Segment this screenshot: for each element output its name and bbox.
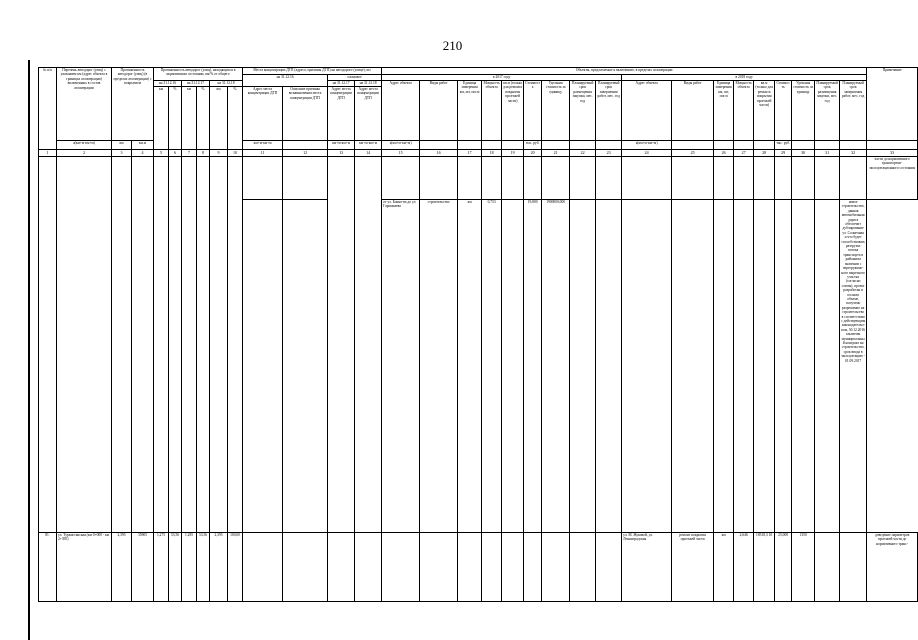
header-cell-obj-cost: Стоимость — [524, 81, 542, 141]
norm-2017-pct-cell: 53,56 — [197, 533, 210, 602]
header-cell-dtp: Места концентрации ДТП (адреса, причины ДТП) на автодороге (улице), шт — [243, 68, 382, 75]
header-cell-dtp-km-2017: км+м-км+м — [328, 141, 355, 150]
header-cell-len-km-m: км.м — [132, 141, 154, 150]
header-cell-length: Протяженность автодорог (улиц) (в пределах агломерации) с покрытием — [112, 68, 154, 141]
object-work-cell: строительство — [420, 200, 458, 533]
header-cell-dtp-km-2018: км+м-км+м — [355, 141, 382, 150]
header-cell-notes: Примечание — [867, 68, 918, 141]
header-cell-dtp-address-2018: Адрес места концентрации ДТП — [355, 87, 382, 141]
colnum: 14 — [355, 150, 382, 157]
object-sq-2018-cell: 18518,3 10 — [754, 533, 775, 602]
header-cell-obj-km-18: а(км+м-км+м) — [622, 141, 672, 150]
agglomeration-roads-table — [38, 67, 918, 602]
object-cost-cell: 19,800 — [524, 200, 542, 533]
table-row — [39, 157, 918, 200]
colnum: 32 — [840, 150, 867, 157]
header-cell-no: № п/п — [39, 68, 57, 150]
header-cell-obj-work: Виды работ — [420, 81, 458, 141]
colnum: 24 — [622, 150, 672, 157]
colnum: 10 — [228, 150, 243, 157]
header-cell-norm-2018: на 31.12.18 — [210, 81, 243, 87]
header-cell-cost-unit: тыс. руб. — [524, 141, 542, 150]
header-cell-norm-2017: на 31.12.17 — [182, 81, 210, 87]
colnum: 17 — [458, 150, 482, 157]
norm-2016-pct-cell: 53,56 — [169, 533, 182, 602]
colnum: 11 — [243, 150, 283, 157]
header-cell-cost-unit-18: тыс. руб. — [775, 141, 792, 150]
header-cell-pct-2016: % — [169, 87, 182, 150]
table-row — [39, 533, 918, 602]
object-unit-cost-cell: 1900000,000 — [542, 200, 570, 533]
note-cell: части до нормативного транспортно-эксплуатационного состояния — [867, 157, 918, 200]
header-cell-pct-2018: % — [228, 87, 243, 150]
colnum: 29 — [775, 150, 792, 157]
colnum: 2 — [57, 150, 112, 157]
header-cell-obj-unit-cost-18: Удельная стоимость за единицу — [792, 81, 815, 141]
colnum: 8 — [197, 150, 210, 157]
note-cell: доведение параметров проезжей части до нормативного транс- — [867, 533, 918, 602]
header-cell-len-km: км — [112, 141, 132, 150]
header-cell-obj-plan-done: Планируемый срок завершения работ, мес. год — [596, 81, 622, 141]
object-unit-cost-2018-cell: 1350 — [792, 533, 815, 602]
colnum: 7 — [182, 150, 197, 157]
colnum: 18 — [482, 150, 502, 157]
object-power-cell: 0,753 — [482, 200, 502, 533]
colnum: 23 — [596, 150, 622, 157]
colnum: 6 — [169, 150, 182, 157]
colnum: 33 — [867, 150, 918, 157]
header-cell-obj-plan-place: Планируемый срок размещения закупки, мес. год — [570, 81, 596, 141]
colnum: 21 — [542, 150, 570, 157]
norm-2018-km-cell: 2,395 — [210, 533, 228, 602]
row-number-cell: 81. — [39, 533, 57, 602]
object-address-2018-cell: ул. М. Жуковой, ул. Ленинградская — [622, 533, 672, 602]
header-cell-dtp-km: км+м-км+м — [243, 141, 283, 150]
header-cell-dtp-km-blank — [283, 141, 328, 150]
colnum: 30 — [792, 150, 815, 157]
column-numbers-row — [39, 150, 918, 157]
object-work-2018-cell: ремонт покрытия проезжей части — [672, 533, 714, 602]
header-cell-km-from-to: а(км+м-км+м) — [57, 141, 112, 150]
colnum: 25 — [672, 150, 714, 157]
colnum: 31 — [815, 150, 840, 157]
page-number: 210 — [442, 38, 463, 53]
colnum: 20 — [524, 150, 542, 157]
colnum: 4 — [132, 150, 154, 157]
colnum: 19 — [502, 150, 524, 157]
header-cell-obj-unit-18: Единица измерения км, шт, пог.м — [714, 81, 734, 141]
header-cell-obj-km: а(км+м-км+м) — [382, 141, 420, 150]
header-cell-dtp-cause: Описание причины возникновения места концентрации ДТП — [283, 87, 328, 141]
norm-2018-pct-cell: 100,00 — [228, 533, 243, 602]
header-cell-pct-2017: % — [197, 87, 210, 150]
colnum: 5 — [154, 150, 169, 157]
colnum: 3 — [112, 150, 132, 157]
object-power-2018-cell: 2,646 — [734, 533, 754, 602]
object-cost-2018-cell: 25,000 — [775, 533, 792, 602]
header-cell-km-2018: км — [210, 87, 228, 150]
header-cell-norm-2016: на 31.12.16 — [154, 81, 182, 87]
header-cell-road-list: Перечень автодорог (улиц) с указанием км (адрес объекта в границах агломерации) включенных в состав агломерации — [57, 68, 112, 141]
header-cell-obj-plan-done-18: Планируемый срок завершения работ, мес. год — [840, 81, 867, 141]
header-cell-obj-sq-18: кв.м (только для ремонта покрытия проезжей части) — [754, 81, 775, 141]
road-name-cell: ул. Туркистанская (км 0+000 - км 2+395) — [57, 533, 112, 602]
colnum: 9 — [210, 150, 228, 157]
header-cell-dtp-address: Адрес места концентрации ДТП — [243, 87, 283, 141]
header-cell-obj-address: Адрес объекта — [382, 81, 420, 141]
header-cell-objects: Объекты, предлагаемые к включению, в пределах агломерации — [382, 68, 867, 75]
norm-2017-km-cell: 1,285 — [182, 533, 197, 602]
header-cell-year-2018: в 2018 году — [622, 75, 867, 81]
length-km-m-cell: 35905 — [132, 533, 154, 602]
header-cell-dtp-2018: на 31.12.18 — [355, 81, 382, 87]
object-unit-cell: км — [458, 200, 482, 533]
header-cell-dtp-planned: плановое — [328, 75, 382, 81]
header-cell-km-2016: км — [154, 87, 169, 150]
norm-2016-km-cell: 1,275 — [154, 533, 169, 602]
length-km-cell: 2,395 — [112, 533, 132, 602]
object-unit-2018-cell: км — [714, 533, 734, 602]
colnum: 1 — [39, 150, 57, 157]
header-cell-dtp-address-2017: Адрес места концентрации ДТП — [328, 87, 355, 141]
header-cell-normative: Протяженность автодорог (улиц), находящихся в нормативном состоянии, км/% от общего — [154, 68, 243, 81]
header-cell-obj-cost-18: Стоимость — [775, 81, 792, 141]
header-cell-obj-power-18: Мощность объекта — [734, 81, 754, 141]
colnum: 13 — [328, 150, 355, 157]
colnum: 22 — [570, 150, 596, 157]
header-row-1 — [39, 68, 918, 75]
header-cell-year-2017: в 2017 году — [382, 75, 622, 81]
object-address-cell: от ул. Бонно-ва до ул. Гармонаева — [382, 200, 420, 533]
document-table — [38, 67, 916, 602]
header-cell-obj-work-18: Виды работ — [672, 81, 714, 141]
colnum: 12 — [283, 150, 328, 157]
header-cell-obj-plan-place-18: Планируемый срок размещения закупки, мес. год — [815, 81, 840, 141]
binding-margin-line — [28, 60, 30, 640]
colnum: 16 — [420, 150, 458, 157]
header-cell-km-2017: км — [182, 87, 197, 150]
colnum: 28 — [754, 150, 775, 157]
header-cell-obj-sq: кв.м (только для ремонта покрытия проезжей части) — [502, 81, 524, 141]
colnum: 27 — [734, 150, 754, 157]
colnum: 15 — [382, 150, 420, 157]
header-cell-dtp-2016: на 31.12.16 — [243, 75, 328, 87]
note-cell: новое строительство, данная автомобильная дорога обеспечит дублирование ул. Солнечная и что будет способствовать разгрузке потока транспорта в районном значении с перегружено-ного вырезного участка (согласно схемы), проект разработан в полном объеме, получено разрешение на строительство в соответствии с действующим законодательством, 30.12.2016 заключен муниципальный контракт на строительство, срок ввода в эксплуатацию - 01.09.2017 — [840, 200, 867, 533]
header-cell-obj-power: Мощность объекта — [482, 81, 502, 141]
header-cell-obj-unit-cost: Удельная стоимость за единицу — [542, 81, 570, 141]
colnum: 26 — [714, 150, 734, 157]
header-cell-obj-address-18: Адрес объекта — [622, 81, 672, 141]
header-cell-obj-unit: Единица измерения км, шт, пог.м — [458, 81, 482, 141]
header-cell-dtp-2017: на 31.12.17 — [328, 81, 355, 87]
